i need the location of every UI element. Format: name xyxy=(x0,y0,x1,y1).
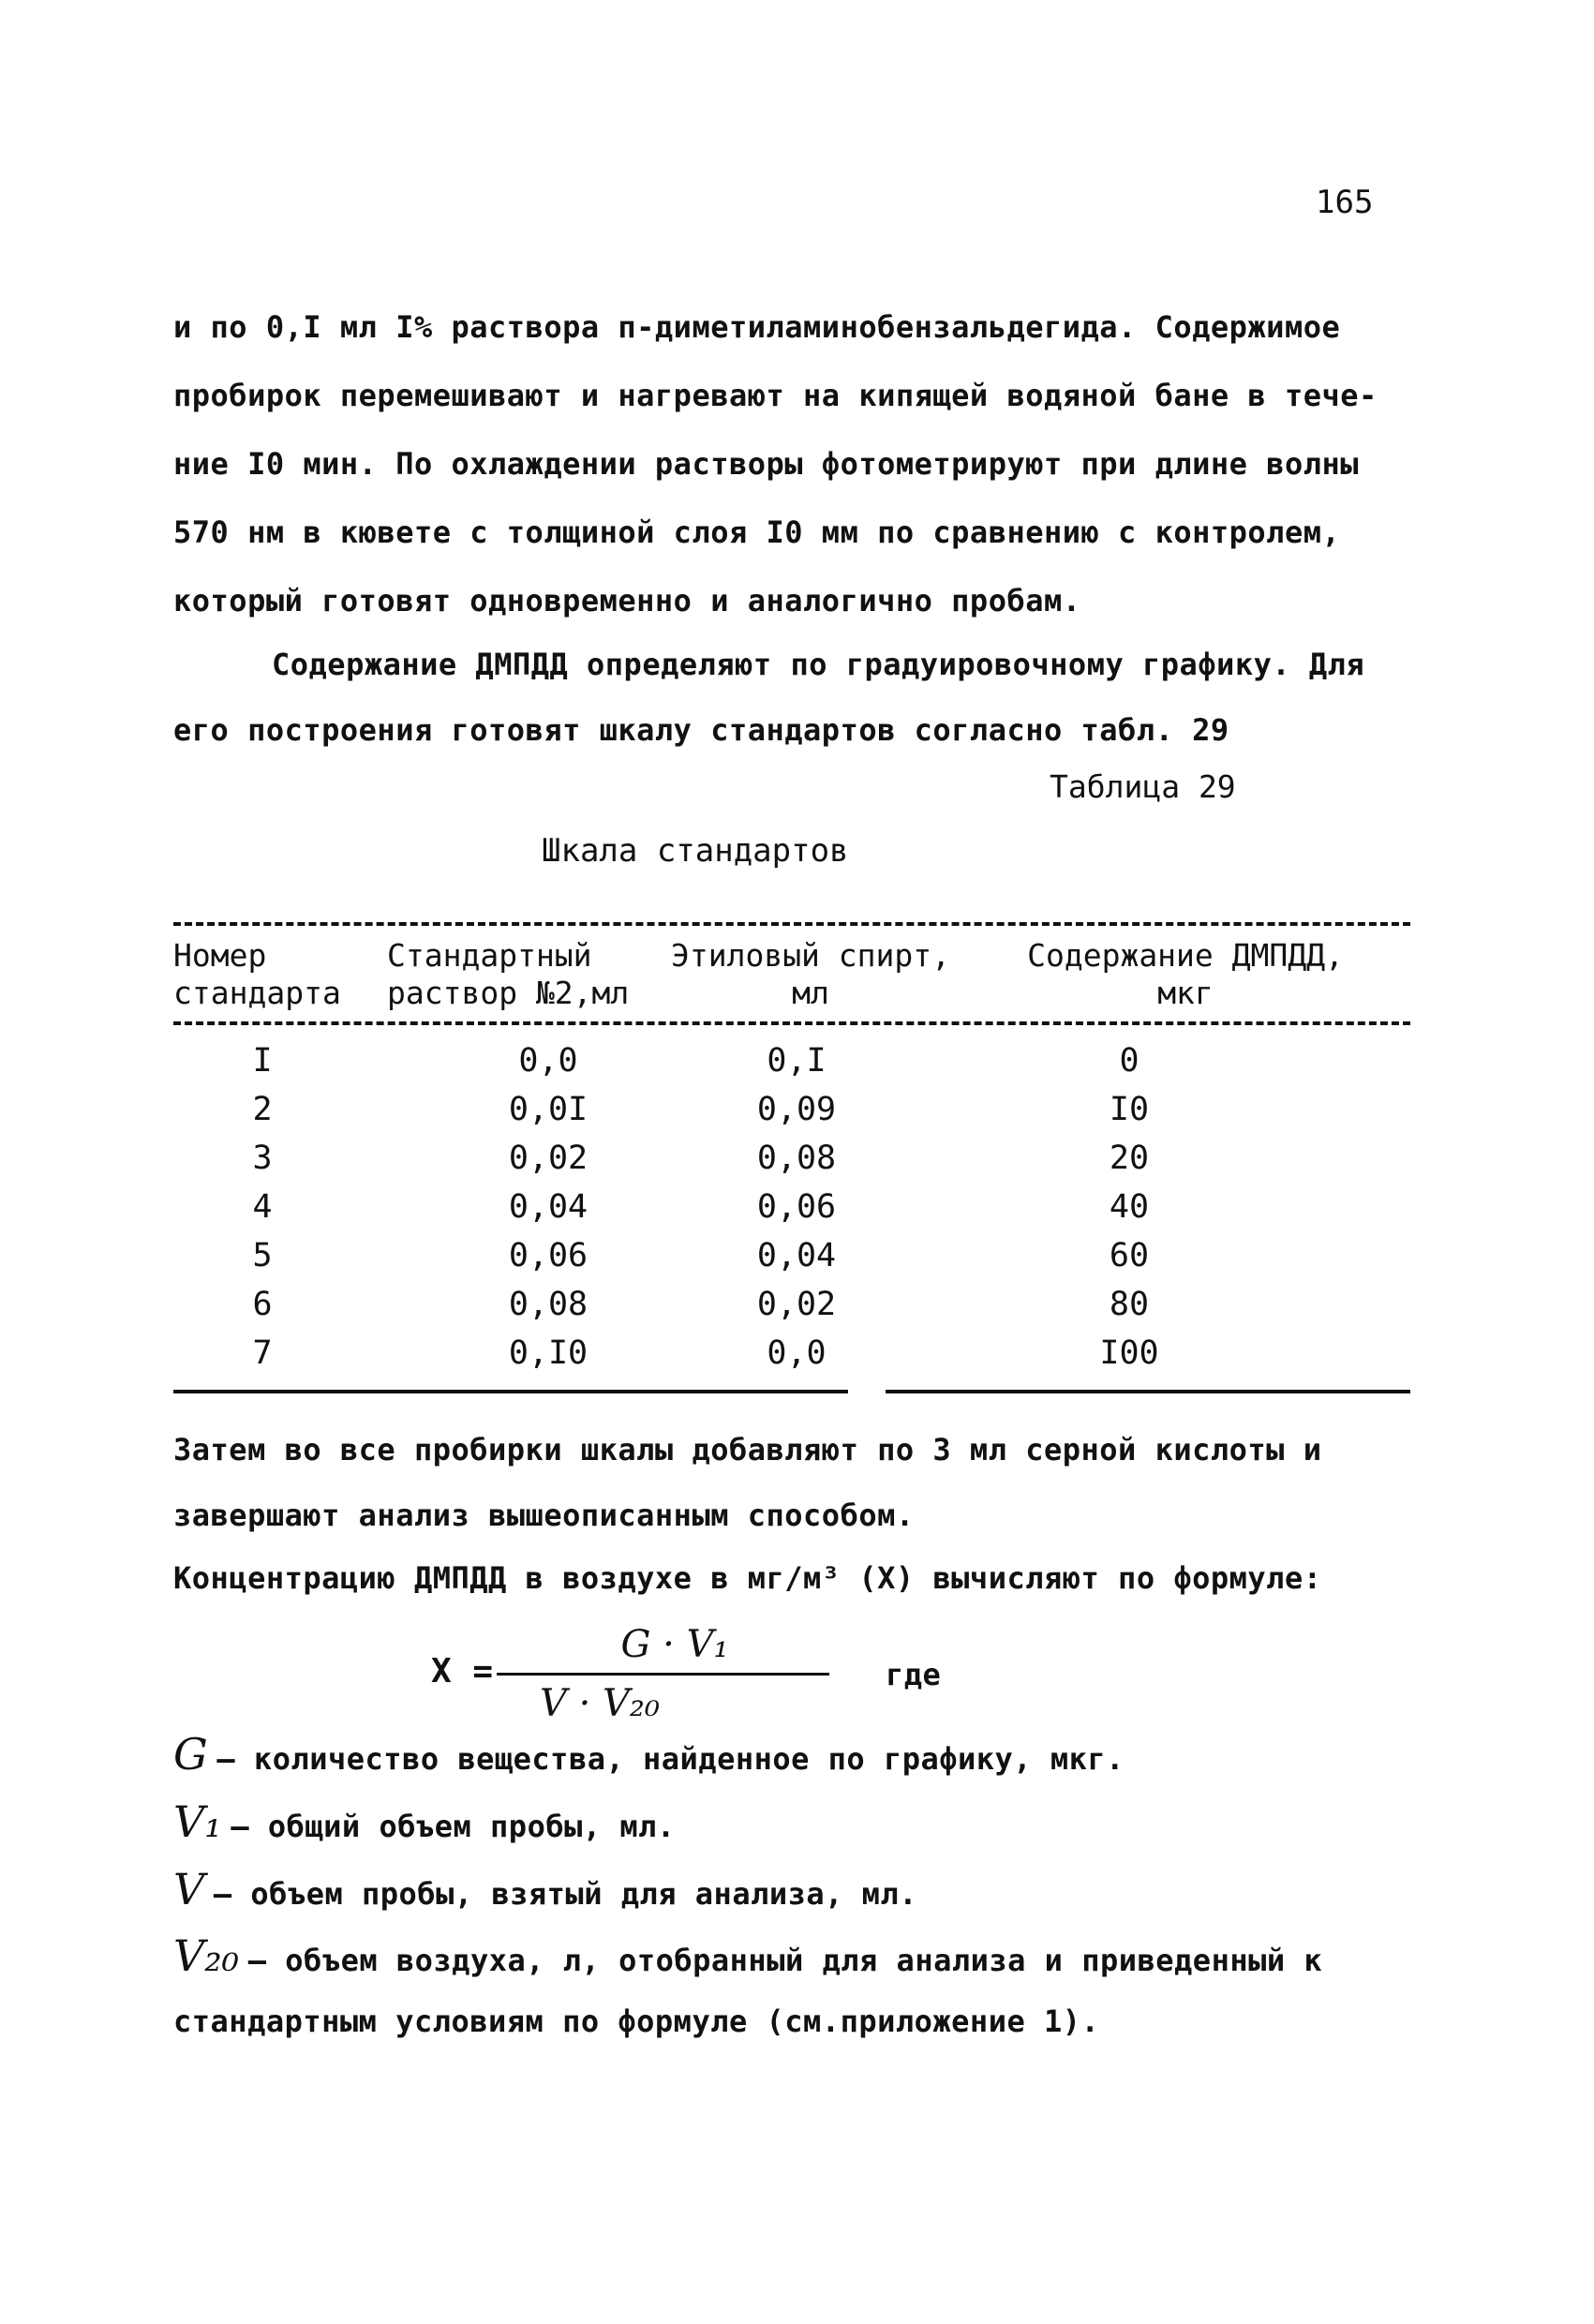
table-row xyxy=(0,1237,1594,1274)
cell-standard-solution: 0,I0 xyxy=(508,1334,588,1372)
cell-ethanol: 0,06 xyxy=(756,1188,837,1226)
definition-v1 xyxy=(173,1796,676,1847)
definition-g xyxy=(173,1729,1125,1780)
cell-dmpdd: 20 xyxy=(1109,1140,1150,1177)
cell-ethanol: 0,02 xyxy=(756,1286,837,1323)
symbol-v20: V₂₀ xyxy=(173,1930,240,1981)
table-row xyxy=(0,1042,1594,1080)
formula-numerator: G · V₁ xyxy=(620,1623,729,1666)
table-bottom-rule-right xyxy=(886,1390,1410,1393)
definition-text: – объем пробы, взятый для анализа, мл. xyxy=(213,1876,917,1912)
table-row xyxy=(0,1334,1594,1372)
cell-standard-solution: 0,06 xyxy=(508,1237,588,1274)
definition-text: – количество вещества, найденное по графику, мкг. xyxy=(216,1741,1125,1777)
header-standard-solution: Стандартный раствор №2,мл xyxy=(387,937,630,1011)
table-bottom-rule-left xyxy=(173,1390,848,1393)
formula-lhs: Х = xyxy=(431,1652,494,1691)
table-row xyxy=(0,1091,1594,1128)
cell-ethanol: 0,0 xyxy=(767,1334,827,1372)
cell-standard-solution: 0,08 xyxy=(508,1286,588,1323)
table-top-rule xyxy=(173,922,1410,926)
page-number: 165 xyxy=(1316,184,1374,221)
table-row xyxy=(0,1286,1594,1323)
cell-standard-solution: 0,04 xyxy=(508,1188,588,1226)
definition-v xyxy=(173,1864,917,1914)
cell-dmpdd: I0 xyxy=(1109,1091,1150,1128)
paragraph-3-line-2: завершают анализ вышеописанным способом. xyxy=(173,1497,915,1533)
cell-ethanol: 0,04 xyxy=(756,1237,837,1274)
cell-standard-solution: 0,02 xyxy=(508,1140,588,1177)
cell-number: 3 xyxy=(252,1140,273,1177)
cell-number: 7 xyxy=(252,1334,273,1372)
cell-ethanol: 0,I xyxy=(767,1042,827,1080)
cell-number: 5 xyxy=(252,1237,273,1274)
table-row xyxy=(0,1188,1594,1226)
definition-continuation: стандартным условиям по формуле (см.приложение 1). xyxy=(173,2004,1100,2039)
paragraph-1-line-2: пробирок перемешивают и нагревают на кипящей водяной бане в тече- xyxy=(173,378,1378,413)
formula-denominator: V · V₂₀ xyxy=(540,1682,660,1725)
paragraph-1-line-3: ние I0 мин. По охлаждении растворы фотометрируют при длине волны xyxy=(173,446,1359,482)
concentration-line: Концентрацию ДМПДД в воздухе в мг/м³ (Х) вычисляют по формуле: xyxy=(173,1560,1322,1596)
cell-number: I xyxy=(252,1042,273,1080)
cell-standard-solution: 0,0 xyxy=(518,1042,578,1080)
table-header-rule xyxy=(173,1021,1410,1025)
table-title: Шкала стандартов xyxy=(542,832,849,870)
paragraph-2-line-2: его построения готовят шкалу стандартов согласно табл. 29 xyxy=(173,712,1229,748)
paragraph-3-line-1: Затем во все пробирки шкалы добавляют по 3 мл серной кислоты и xyxy=(173,1432,1322,1467)
cell-ethanol: 0,09 xyxy=(756,1091,837,1128)
symbol-v: V xyxy=(173,1864,205,1914)
cell-number: 6 xyxy=(252,1286,273,1323)
cell-dmpdd: 80 xyxy=(1109,1286,1150,1323)
paragraph-2-line-1: Содержание ДМПДД определяют по градуировочному графику. Для xyxy=(272,647,1365,682)
definition-v20 xyxy=(173,1930,1322,1981)
cell-dmpdd: 0 xyxy=(1119,1042,1140,1080)
paragraph-1-line-4: 570 нм в кювете с толщиной слоя I0 мм по сравнению с контролем, xyxy=(173,514,1341,550)
symbol-v1: V₁ xyxy=(173,1796,222,1847)
table-caption: Таблица 29 xyxy=(1050,768,1236,805)
cell-dmpdd: I00 xyxy=(1099,1334,1159,1372)
cell-dmpdd: 40 xyxy=(1109,1188,1150,1226)
cell-dmpdd: 60 xyxy=(1109,1237,1150,1274)
cell-ethanol: 0,08 xyxy=(756,1140,837,1177)
header-ethanol: Этиловый спирт, мл xyxy=(670,937,950,1011)
definition-text: – общий объем пробы, мл. xyxy=(231,1809,676,1844)
header-standard-number: Номер стандарта xyxy=(173,937,341,1011)
fraction-bar xyxy=(497,1673,829,1676)
definition-text: – объем воздуха, л, отобранный для анализа и приведенный к xyxy=(247,1943,1323,1978)
paragraph-1-line-5: который готовят одновременно и аналогично пробам. xyxy=(173,583,1081,618)
table-row xyxy=(0,1140,1594,1177)
cell-number: 2 xyxy=(252,1091,273,1128)
header-dmpdd-content: Содержание ДМПДД, мкг xyxy=(1027,937,1344,1011)
paragraph-1-line-1: и по 0,I мл I% раствора п-диметиламинобензальдегида. Содержимое xyxy=(173,309,1341,345)
cell-standard-solution: 0,0I xyxy=(508,1091,588,1128)
symbol-g: G xyxy=(173,1729,208,1780)
formula-where: где xyxy=(886,1657,942,1692)
cell-number: 4 xyxy=(252,1188,273,1226)
